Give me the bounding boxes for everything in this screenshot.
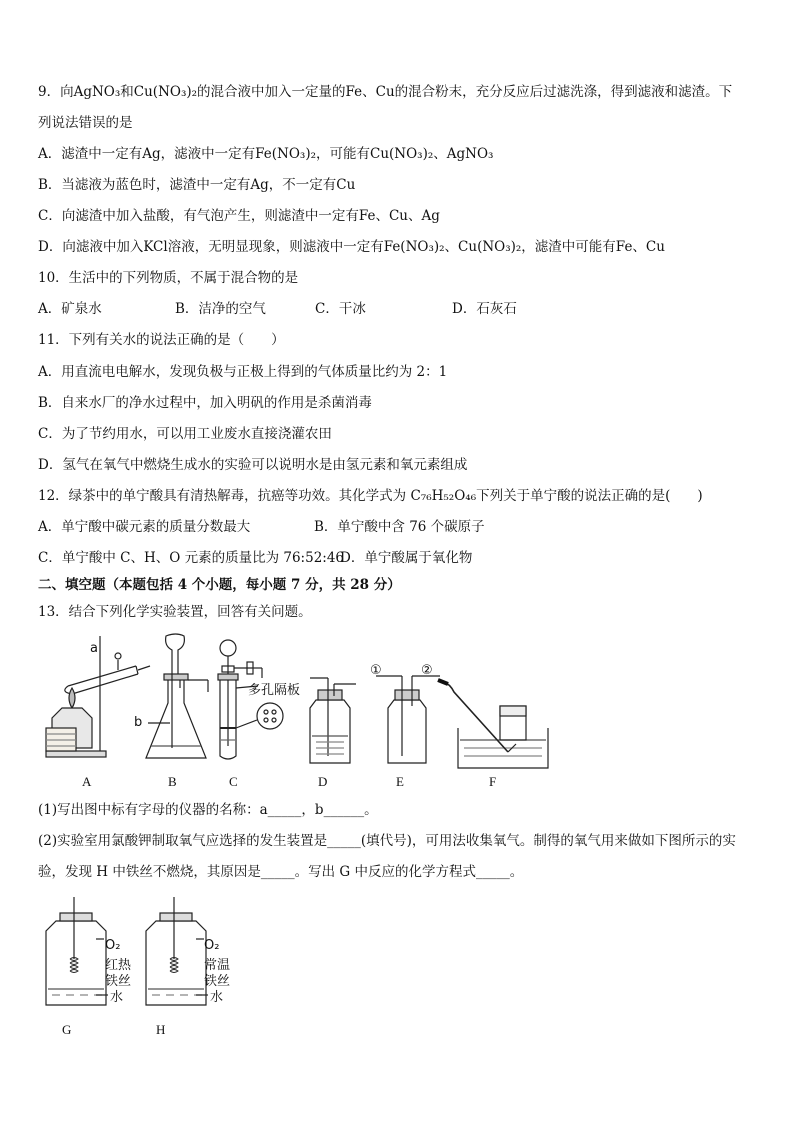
q12-option-c: C．单宁酸中 C、H、O 元素的质量比为 76:52:46	[38, 550, 345, 566]
apparatus-label-e: E	[396, 774, 404, 789]
apparatus-label-f: F	[489, 774, 497, 789]
q13-part2-line1: (2)实验室用氯酸钾制取氧气应选择的发生装置是_____(填代号)，可用法收集氧气。制得的氧气用来做如下图所示的实	[38, 833, 736, 849]
jar-label-h: H	[156, 1022, 166, 1037]
q10-option-a: A．矿泉水	[38, 301, 102, 317]
h-water-label: 水	[210, 990, 224, 1005]
port-2-label: ②	[421, 663, 433, 678]
g-water-label: 水	[110, 990, 124, 1005]
port-1-label: ①	[370, 663, 382, 678]
h-o2-label: O₂	[204, 938, 220, 953]
q12-option-b: B．单宁酸中含 76 个碳原子	[314, 519, 485, 535]
q12-option-a: A．单宁酸中碳元素的质量分数最大	[38, 519, 251, 535]
q9-option-c: C．向滤渣中加入盐酸，有气泡产生，则滤渣中一定有Fe、Cu、Ag	[38, 208, 440, 224]
apparatus-label-a: A	[82, 774, 92, 789]
q11-stem: 11．下列有关水的说法正确的是（ ）	[38, 332, 285, 348]
q10-option-d: D．石灰石	[452, 301, 517, 317]
g-wire-label-1: 红热	[105, 958, 132, 973]
mark-a: a	[90, 641, 98, 656]
mark-b: b	[134, 715, 143, 730]
q11-option-c: C．为了节约用水，可以用工业废水直接浇灌农田	[38, 426, 332, 442]
q13-stem: 13．结合下列化学实验装置，回答有关问题。	[38, 604, 312, 620]
apparatus-figure	[38, 628, 558, 793]
q9-option-b: B．当滤液为蓝色时，滤渣中一定有Ag，不一定有Cu	[38, 177, 356, 193]
g-o2-label: O₂	[105, 938, 121, 953]
jar-label-g: G	[62, 1022, 72, 1037]
apparatus-label-d: D	[318, 774, 328, 789]
q10-option-c: C．干冰	[315, 301, 366, 317]
apparatus-label-b: B	[168, 774, 177, 789]
q9-stem-line2: 列说法错误的是	[38, 115, 133, 131]
q10-stem: 10．生活中的下列物质，不属于混合物的是	[38, 270, 299, 286]
g-wire-label-2: 铁丝	[105, 974, 132, 989]
apparatus-label-c: C	[229, 774, 238, 789]
q11-option-d: D．氢气在氧气中燃烧生成水的实验可以说明水是由氢元素和氧元素组成	[38, 457, 468, 473]
q12-option-d: D．单宁酸属于氧化物	[340, 550, 473, 566]
q9-option-a: A．滤渣中一定有Ag，滤液中一定有Fe(NO₃)₂，可能有Cu(NO₃)₂、AgNO₃	[38, 146, 494, 162]
q9-option-d: D．向滤液中加入KCl溶液，无明显现象，则滤液中一定有Fe(NO₃)₂、Cu(NO₃)₂，滤渣中可能有Fe、Cu	[38, 239, 665, 255]
h-wire-label-1: 常温	[204, 958, 231, 973]
q10-option-b: B．洁净的空气	[175, 301, 266, 317]
q13-part2-line2: 验，发现 H 中铁丝不燃烧，其原因是_____。写出 G 中反应的化学方程式_____。	[38, 864, 524, 880]
q9-stem-line1: 9．向AgNO₃和Cu(NO₃)₂的混合液中加入一定量的Fe、Cu的混合粉末，充分反应后过滤洗涤，得到滤液和滤渣。下	[38, 84, 733, 100]
iron-wire-figure	[38, 895, 248, 1020]
q13-part1: (1)写出图中标有字母的仪器的名称：a_____，b______。	[38, 802, 378, 818]
q12-stem: 12．绿茶中的单宁酸具有清热解毒，抗癌等功效。其化学式为 C₇₆H₅₂O₄₆下列关于单宁酸的说法正确的是( )	[38, 488, 703, 504]
section-heading-fill-in: 二、填空题（本题包括 4 个小题，每小题 7 分，共 28 分）	[38, 577, 401, 593]
porous-plate-label: 多孔隔板	[248, 683, 301, 698]
q11-option-a: A．用直流电电解水，发现负极与正极上得到的气体质量比约为 2：1	[38, 364, 448, 380]
q11-option-b: B．自来水厂的净水过程中，加入明矾的作用是杀菌消毒	[38, 395, 372, 411]
h-wire-label-2: 铁丝	[204, 974, 231, 989]
